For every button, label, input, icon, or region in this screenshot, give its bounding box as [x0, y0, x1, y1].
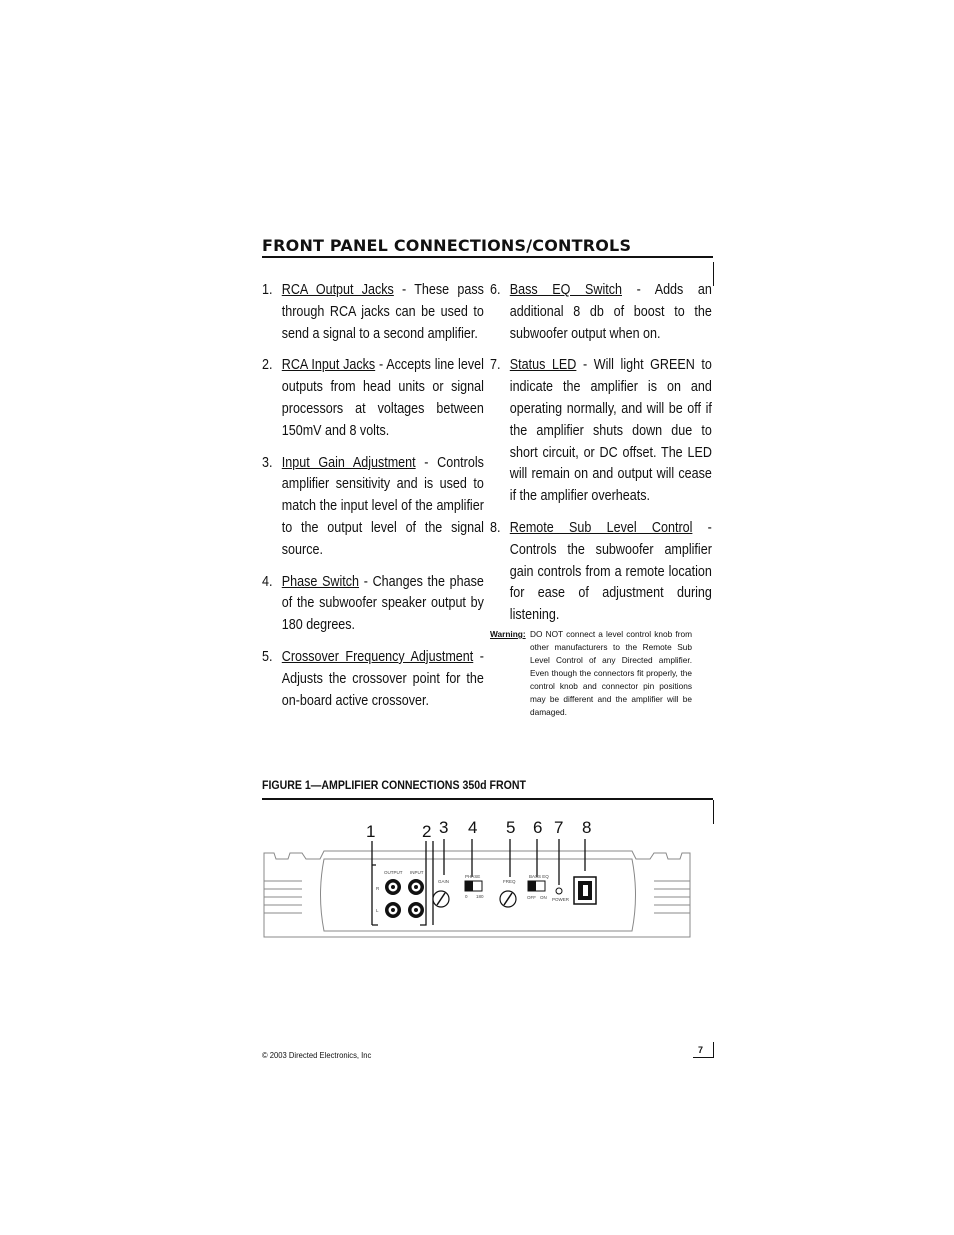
item-number: 7.: [490, 357, 501, 374]
callout-1: 1: [366, 822, 376, 841]
item-term: Bass EQ Switch: [509, 282, 622, 298]
item-text: - Adjusts the crossover point for the on-board active crossover.: [281, 648, 484, 709]
item-term: Status LED: [509, 357, 577, 374]
section-heading: FRONT PANEL CONNECTIONS/CONTROLS: [262, 236, 632, 255]
item-text: - Controls amplifier sensitivity and is used to match the input level of the amplifier to the output level of the signal source.: [281, 454, 484, 558]
item-text: - Accepts line level outputs from head units or signal processors at voltages between 150mV and 8 volts.: [281, 357, 484, 439]
bass-eq-switch: [528, 881, 545, 891]
list-item: [262, 355, 484, 442]
item-text: - Controls the subwoofer amplifier gain controls from a remote location for ease of adjustment during listening.: [509, 519, 712, 624]
output-label: OUTPUT: [384, 870, 403, 875]
warning-label: Warning:: [490, 629, 526, 639]
callout-4: 4: [468, 818, 478, 837]
heading-rule-tick: [713, 262, 714, 286]
right-column: [490, 280, 712, 637]
page-number-rule-base: [693, 1057, 714, 1058]
list-item: [262, 647, 484, 712]
warning-note: [490, 628, 692, 719]
phase-switch: [465, 881, 482, 891]
copyright-footer: © 2003 Directed Electronics, Inc: [262, 1050, 372, 1060]
gain-label: GAIN: [438, 879, 450, 884]
item-term: Input Gain Adjustment: [281, 454, 416, 471]
status-led-icon: [556, 888, 562, 894]
rca-jacks: [385, 879, 424, 918]
item-term: Remote Sub Level Control: [509, 519, 693, 536]
callout-2: 2: [422, 822, 432, 841]
remote-level-connector: [574, 877, 596, 904]
right-channel-label: R: [376, 886, 380, 891]
item-text: - Changes the phase of the subwoofer speaker output by 180 degrees.: [281, 573, 484, 634]
amplifier-diagram: [262, 815, 692, 945]
item-number: 8.: [490, 519, 501, 536]
item-term: RCA Output Jacks: [281, 282, 394, 298]
figure-rule: [262, 798, 713, 800]
power-label: POWER: [552, 897, 570, 902]
freq-knob: [500, 891, 516, 907]
warning-text: DO NOT connect a level control knob from other manufacturers to the Remote Sub Level Control of any Directed amplifier. Even though the connectors fit properly, the control knob and connector pin positions may be different and the amplifier will be damaged.: [530, 629, 692, 717]
heading-rule: [262, 256, 713, 258]
callout-3: 3: [439, 818, 449, 837]
list-item: [490, 280, 712, 345]
item-number: 3.: [262, 454, 273, 471]
callout-5: 5: [506, 818, 516, 837]
item-term: Phase Switch: [281, 573, 360, 590]
eq-on-label: ON: [540, 895, 547, 900]
list-item: [262, 572, 484, 637]
figure-title: FIGURE 1—AMPLIFIER CONNECTIONS 350d FRONT: [262, 780, 526, 792]
item-term: RCA Input Jacks: [281, 357, 376, 374]
list-item: [262, 280, 484, 345]
phase-0-label: 0: [465, 894, 468, 899]
item-number: 6.: [490, 282, 501, 298]
item-number: 5.: [262, 648, 273, 665]
input-label: INPUT: [410, 870, 424, 875]
list-item: [262, 453, 484, 562]
left-channel-label: L: [376, 908, 379, 913]
item-text: - Adds an additional 8 db of boost to the subwoofer output when on.: [509, 282, 712, 342]
item-text: - These pass through RCA jacks can be used to send a signal to a second amplifier.: [281, 282, 484, 342]
freq-label: FREQ: [503, 879, 516, 884]
figure-rule-tick: [713, 800, 714, 824]
item-number: 2.: [262, 357, 273, 374]
callout-6: 6: [533, 818, 543, 837]
page-number-rule: [713, 1042, 714, 1058]
list-item: [490, 518, 712, 627]
item-text: - Will light GREEN to indicate the amplifier is on and operating normally, and will be off if the amplifier shuts down due to short circuit, or DC offset. The LED will remain on and output will cease if the amplifier overheats.: [509, 357, 712, 505]
item-number: 1.: [262, 282, 273, 298]
item-number: 4.: [262, 573, 273, 590]
eq-off-label: OFF: [527, 895, 536, 900]
phase-label: PHASE: [465, 874, 481, 879]
bass-eq-label: BASS EQ: [529, 874, 549, 879]
gain-knob: [433, 891, 449, 907]
amplifier-front-panel-figure: [262, 815, 692, 945]
list-item: [490, 355, 712, 508]
page-number: 7: [698, 1045, 704, 1055]
phase-180-label: 180: [476, 894, 484, 899]
callout-7: 7: [554, 818, 564, 837]
item-term: Crossover Frequency Adjustment: [281, 648, 474, 665]
callout-8: 8: [582, 818, 592, 837]
left-column: [262, 280, 484, 722]
